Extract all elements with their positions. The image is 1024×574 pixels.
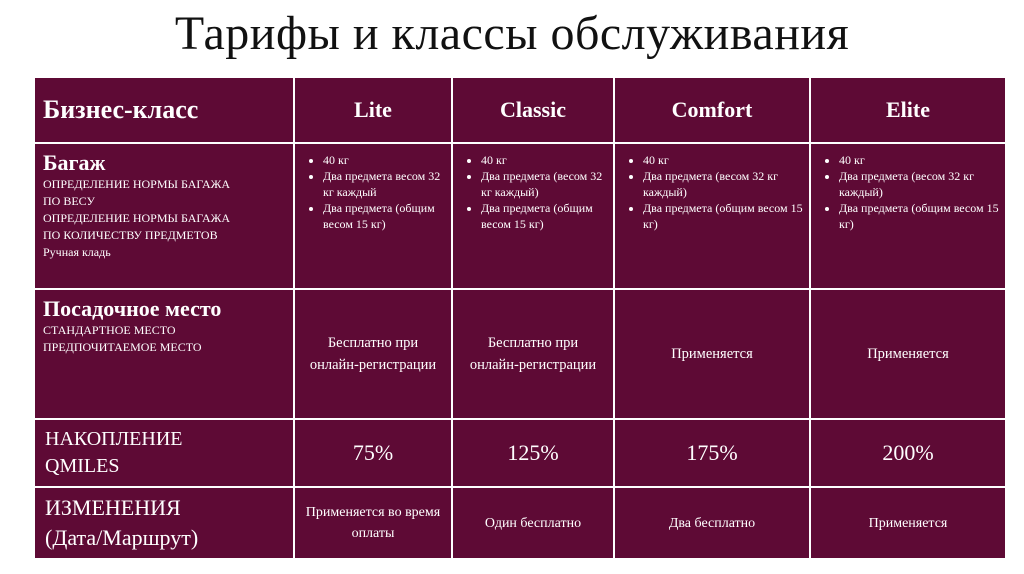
list-item: • Два предмета (весом 32 кг каждый)	[481, 168, 613, 200]
list-item: • Два предмета (весом 32 кг каждый)	[643, 168, 809, 200]
baggage-line: ПО КОЛИЧЕСТВУ ПРЕДМЕТОВ	[43, 228, 218, 242]
changes-label-cell	[34, 487, 294, 559]
changes-comfort-value: Два бесплатно	[614, 487, 810, 559]
header-lite: Lite	[294, 77, 452, 143]
header-comfort: Comfort	[614, 77, 810, 143]
accrual-classic-value: 125%	[452, 419, 614, 487]
slide-title: Тарифы и классы обслуживания	[174, 7, 850, 60]
changes-label: (Дата/Маршрут)	[45, 525, 199, 550]
accrual-label: QMILES	[45, 455, 120, 477]
tariff-table	[33, 76, 1007, 560]
accrual-comfort-value: 175%	[614, 419, 810, 487]
list-item: • Два предмета (общим весом 15 кг)	[323, 200, 451, 232]
seat-title: Посадочное место	[43, 296, 222, 321]
changes-lite-value: Применяется во время оплаты	[294, 487, 452, 559]
baggage-line: ОПРЕДЕЛЕНИЕ НОРМЫ БАГАЖА	[43, 211, 231, 225]
baggage-classic-cell	[452, 143, 614, 289]
seat-label-cell	[34, 289, 294, 419]
list-item: • Два предмета весом 32 кг каждый	[323, 168, 451, 200]
table-row-baggage	[34, 143, 1006, 289]
accrual-label-cell	[34, 419, 294, 487]
changes-classic-value: Один бесплатно	[452, 487, 614, 559]
accrual-lite-value: 75%	[294, 419, 452, 487]
list-item: • 40 кг	[323, 152, 451, 168]
list-item: • Два предмета (общим весом 15 кг)	[839, 200, 1005, 232]
header-classic: Classic	[452, 77, 614, 143]
list-item: • 40 кг	[839, 152, 1005, 168]
seat-comfort-cell: Применяется	[614, 289, 810, 419]
baggage-line: Ручная кладь	[43, 245, 111, 259]
accrual-label: НАКОПЛЕНИЕ	[45, 428, 183, 450]
list-item: • Два предмета (общим весом 15 кг)	[481, 200, 613, 232]
list-item: • 40 кг	[481, 152, 613, 168]
table-row-accrual	[34, 419, 1006, 487]
baggage-elite-cell	[810, 143, 1006, 289]
table-row-seat	[34, 289, 1006, 419]
seat-line: ПРЕДПОЧИТАЕМОЕ МЕСТО	[43, 340, 202, 354]
table-row-changes	[34, 487, 1006, 559]
changes-elite-value: Применяется	[810, 487, 1006, 559]
accrual-elite-value: 200%	[810, 419, 1006, 487]
baggage-line: ОПРЕДЕЛЕНИЕ НОРМЫ БАГАЖА	[43, 177, 231, 191]
list-item: • Два предмета (общим весом 15 кг)	[643, 200, 809, 232]
baggage-label-cell	[34, 143, 294, 289]
header-elite: Elite	[810, 77, 1006, 143]
table-header-row	[34, 77, 1006, 143]
changes-label: ИЗМЕНЕНИЯ	[45, 495, 181, 520]
seat-lite-cell: Бесплатно при онлайн-регистрации	[294, 289, 452, 419]
seat-line: СТАНДАРТНОЕ МЕСТО	[43, 323, 176, 337]
list-item: • 40 кг	[643, 152, 809, 168]
baggage-lite-cell	[294, 143, 452, 289]
baggage-comfort-cell	[614, 143, 810, 289]
baggage-line: ПО ВЕСУ	[43, 194, 96, 208]
seat-elite-cell: Применяется	[810, 289, 1006, 419]
list-item: • Два предмета (весом 32 кг каждый)	[839, 168, 1005, 200]
baggage-title: Багаж	[43, 150, 106, 175]
seat-classic-cell: Бесплатно при онлайн-регистрации	[452, 289, 614, 419]
header-business-class: Бизнес-класс	[34, 77, 294, 143]
